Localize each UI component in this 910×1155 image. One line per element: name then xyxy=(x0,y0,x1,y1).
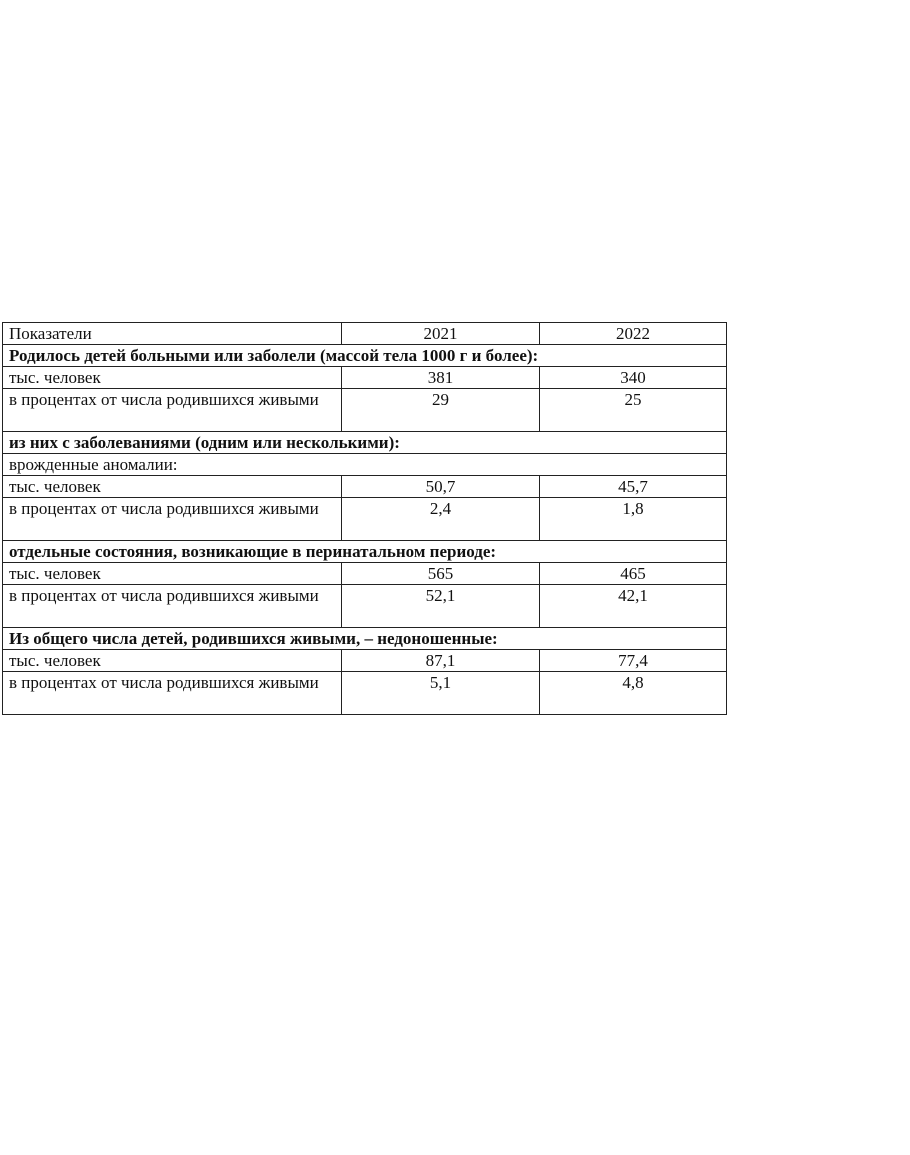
table-row xyxy=(3,650,727,672)
value-2022: 1,8 xyxy=(540,498,727,541)
table-row xyxy=(3,585,727,628)
section-row xyxy=(3,541,727,563)
section-row xyxy=(3,345,727,367)
header-year-2021-cell: 2021 xyxy=(342,323,540,345)
section-row xyxy=(3,432,727,454)
section-label: Родилось детей больными или заболели (массой тела 1000 г и более): xyxy=(3,345,727,367)
value-2021: 29 xyxy=(342,389,540,432)
value-2022: 465 xyxy=(540,563,727,585)
row-label: тыс. человек xyxy=(3,367,342,389)
value-2021: 565 xyxy=(342,563,540,585)
table-row xyxy=(3,367,727,389)
value-2022: 77,4 xyxy=(540,650,727,672)
header-year-2022-cell: 2022 xyxy=(540,323,727,345)
header-label-cell: Показатели xyxy=(3,323,342,345)
row-label: тыс. человек xyxy=(3,650,342,672)
row-label: в процентах от числа родившихся живыми xyxy=(3,498,342,541)
value-2021: 50,7 xyxy=(342,476,540,498)
section-row xyxy=(3,628,727,650)
table-row xyxy=(3,476,727,498)
row-label: в процентах от числа родившихся живыми xyxy=(3,585,342,628)
statistics-table xyxy=(2,322,727,715)
value-2022: 25 xyxy=(540,389,727,432)
subsection-row xyxy=(3,454,727,476)
value-2022: 45,7 xyxy=(540,476,727,498)
section-label: из них с заболеваниями (одним или несколькими): xyxy=(3,432,727,454)
section-label: отдельные состояния, возникающие в перинатальном периоде: xyxy=(3,541,727,563)
value-2022: 4,8 xyxy=(540,672,727,715)
value-2021: 52,1 xyxy=(342,585,540,628)
table-row xyxy=(3,498,727,541)
value-2021: 87,1 xyxy=(342,650,540,672)
subsection-label: врожденные аномалии: xyxy=(3,454,727,476)
value-2021: 5,1 xyxy=(342,672,540,715)
table-row xyxy=(3,389,727,432)
value-2022: 42,1 xyxy=(540,585,727,628)
section-label: Из общего числа детей, родившихся живыми, – недоношенные: xyxy=(3,628,727,650)
row-label: тыс. человек xyxy=(3,563,342,585)
value-2021: 2,4 xyxy=(342,498,540,541)
row-label: тыс. человек xyxy=(3,476,342,498)
value-2022: 340 xyxy=(540,367,727,389)
table-row xyxy=(3,563,727,585)
table-header-row xyxy=(3,323,727,345)
table-row xyxy=(3,672,727,715)
row-label: в процентах от числа родившихся живыми xyxy=(3,672,342,715)
row-label: в процентах от числа родившихся живыми xyxy=(3,389,342,432)
value-2021: 381 xyxy=(342,367,540,389)
